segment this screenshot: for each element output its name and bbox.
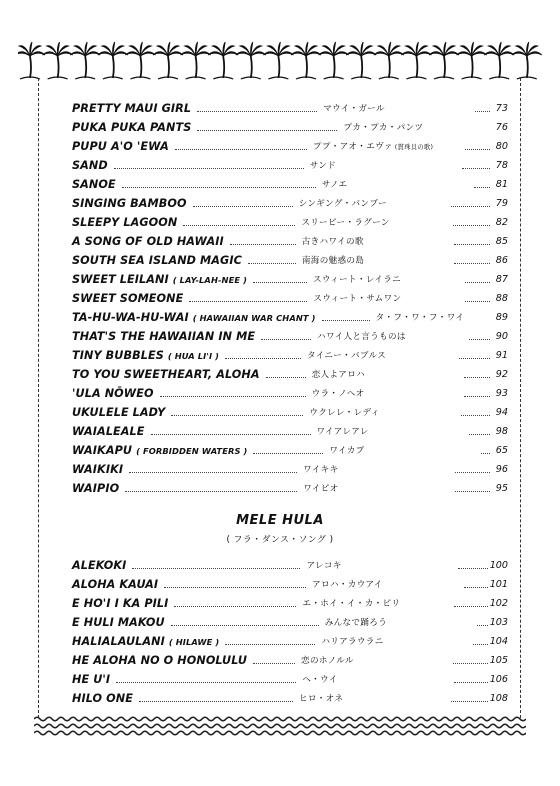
japanese-title-text: ププ・アオ・エヴァ xyxy=(312,142,393,152)
dot-leader xyxy=(464,396,490,397)
palm-tree-icon xyxy=(374,42,404,79)
palm-tree-icon xyxy=(429,42,459,79)
right-border-line xyxy=(520,78,521,718)
page-number: 92 xyxy=(495,369,508,380)
song-title xyxy=(72,330,255,343)
toc-row xyxy=(72,191,508,210)
page-number: 108 xyxy=(489,693,508,704)
toc-row xyxy=(72,115,508,134)
song-title xyxy=(72,654,247,667)
page-number: 90 xyxy=(495,331,508,342)
song-title-text: HILO ONE xyxy=(72,692,133,705)
dot-leader xyxy=(248,263,296,264)
dot-leader xyxy=(253,453,323,454)
page-number: 105 xyxy=(489,655,508,666)
toc-row xyxy=(72,591,508,610)
japanese-title xyxy=(303,482,455,495)
japanese-title-text: 南海の魅惑の島 xyxy=(301,256,365,266)
japanese-title-text: ワイカプ xyxy=(329,446,365,456)
japanese-title-text: スウィート・レイラニ xyxy=(313,275,401,285)
song-title-text: ALOHA KAUAI xyxy=(72,578,159,591)
song-title-text: THAT'S THE HAWAIIAN IN ME xyxy=(72,330,256,343)
palm-tree-icon xyxy=(291,42,321,79)
japanese-title-text: 恋のホノルル xyxy=(301,656,354,666)
japanese-title xyxy=(299,692,451,705)
palm-tree-icon xyxy=(70,42,100,79)
page-number: 102 xyxy=(489,598,508,609)
palm-tree-icon xyxy=(181,42,211,79)
dot-leader xyxy=(116,682,296,683)
dot-leader xyxy=(171,415,303,416)
song-title-text: SOUTH SEA ISLAND MAGIC xyxy=(72,254,242,267)
japanese-title xyxy=(301,654,453,667)
toc-row xyxy=(72,553,508,572)
japanese-title xyxy=(312,578,464,591)
palm-tree-icon xyxy=(208,42,238,79)
song-title-text: A SONG OF OLD HAWAII xyxy=(72,235,224,248)
japanese-title xyxy=(313,140,465,153)
section-title: MELE HULA xyxy=(236,513,324,528)
dot-leader xyxy=(175,149,307,150)
toc-row xyxy=(72,286,508,305)
japanese-title xyxy=(309,406,461,419)
palm-tree-icon xyxy=(18,42,45,79)
palm-tree-icon xyxy=(236,42,266,79)
song-title-text: ALEKOKI xyxy=(72,559,127,572)
song-title-text: SANOE xyxy=(72,178,116,191)
toc-row xyxy=(72,438,508,457)
japanese-title xyxy=(313,273,465,286)
song-list-main xyxy=(72,96,508,495)
japanese-title xyxy=(303,463,455,476)
japanese-title-note: (貫珠貝の歌) xyxy=(394,144,434,151)
song-title-text: SINGING BAMBOO xyxy=(72,197,187,210)
dot-leader xyxy=(230,244,296,245)
japanese-title xyxy=(307,349,459,362)
japanese-title xyxy=(376,311,490,324)
page-number: 86 xyxy=(495,255,508,266)
song-title-text: TA-HU-WA-HU-WAI xyxy=(72,311,189,324)
song-title-subtitle: ( HAWAIIAN WAR CHANT ) xyxy=(192,313,316,323)
dot-leader xyxy=(462,168,490,169)
toc-row xyxy=(72,267,508,286)
toc-row xyxy=(72,667,508,686)
song-title-text: SWEET SOMEONE xyxy=(72,292,184,305)
song-title xyxy=(72,197,187,210)
japanese-title xyxy=(325,616,477,629)
toc-row xyxy=(72,629,508,648)
song-title xyxy=(72,387,154,400)
japanese-title-text: スウィート・サムワン xyxy=(313,294,402,304)
page-number: 65 xyxy=(495,445,508,456)
song-title-text: HALIALAULANI xyxy=(72,635,165,648)
japanese-title-text: みんなで踊ろう xyxy=(324,618,387,628)
palm-tree-icon xyxy=(98,42,128,79)
song-title-text: SLEEPY LAGOON xyxy=(72,216,178,229)
page-number: 96 xyxy=(495,464,508,475)
page-number: 93 xyxy=(495,388,508,399)
song-title xyxy=(72,235,224,248)
page-number: 98 xyxy=(495,426,508,437)
japanese-title xyxy=(310,159,462,172)
song-title xyxy=(72,273,247,286)
dot-leader xyxy=(322,320,370,321)
palm-tree-border xyxy=(18,38,542,82)
left-border-line xyxy=(38,78,39,718)
page-number: 94 xyxy=(495,407,508,418)
dot-leader xyxy=(477,625,488,626)
page-number: 80 xyxy=(495,141,508,152)
song-title-text: WAIKIKI xyxy=(72,463,124,476)
dot-leader xyxy=(474,187,490,188)
dot-leader xyxy=(171,625,319,626)
japanese-title-text: エ・ホイ・イ・カ・ピリ xyxy=(302,599,401,609)
japanese-title-text: ヒロ・オネ xyxy=(298,694,344,704)
japanese-title-text: 古きハワイの歌 xyxy=(301,237,364,247)
dot-leader xyxy=(451,701,488,702)
dot-leader xyxy=(189,301,307,302)
dot-leader xyxy=(459,358,490,359)
japanese-title-text: スリーピー・ラグーン xyxy=(301,218,390,228)
japanese-title xyxy=(321,635,473,648)
dot-leader xyxy=(469,339,490,340)
japanese-title xyxy=(312,387,464,400)
dot-leader xyxy=(174,606,296,607)
song-title-text: E HULI MAKOU xyxy=(72,616,165,629)
toc-row xyxy=(72,572,508,591)
japanese-title xyxy=(306,559,458,572)
toc-row xyxy=(72,686,508,705)
song-title-text: HE U'I xyxy=(72,673,111,686)
song-list-mele-hula xyxy=(72,553,508,705)
japanese-title-text: 恋人よアロハ xyxy=(311,370,365,380)
song-title-text: TO YOU SWEETHEART, ALOHA xyxy=(72,368,260,381)
toc-row xyxy=(72,610,508,629)
dot-leader xyxy=(454,244,490,245)
japanese-title-text: サノエ xyxy=(321,180,348,190)
page-number: 101 xyxy=(489,579,508,590)
page-number: 88 xyxy=(495,293,508,304)
song-title xyxy=(72,140,169,153)
dot-leader xyxy=(464,377,490,378)
dot-leader xyxy=(253,663,295,664)
dot-leader xyxy=(464,587,488,588)
toc-row xyxy=(72,305,508,324)
song-title xyxy=(72,673,110,686)
song-title xyxy=(72,216,177,229)
song-title xyxy=(72,368,260,381)
japanese-title xyxy=(302,235,454,248)
song-title xyxy=(72,597,168,610)
song-title-text: SAND xyxy=(72,159,108,172)
dot-leader xyxy=(455,472,490,473)
song-title-subtitle: ( HILAWE ) xyxy=(168,637,220,647)
page-number: 78 xyxy=(495,160,508,171)
song-title xyxy=(72,635,219,648)
song-title-text: PRETTY MAUI GIRL xyxy=(72,102,192,115)
japanese-title xyxy=(313,292,465,305)
dot-leader xyxy=(160,396,306,397)
dot-leader xyxy=(225,644,315,645)
page-number: 100 xyxy=(489,560,508,571)
toc-row xyxy=(72,419,508,438)
dot-leader xyxy=(139,701,293,702)
page-number: 106 xyxy=(489,674,508,685)
song-title-text: WAIALEALE xyxy=(72,425,145,438)
japanese-title-text: プカ・プカ・パンツ xyxy=(343,123,424,133)
song-title xyxy=(72,102,191,115)
japanese-title-text: シンギング・バンブー xyxy=(298,199,387,209)
page-number: 76 xyxy=(495,122,508,133)
song-title-text: WAIKAPU xyxy=(72,444,133,457)
palm-tree-icon xyxy=(484,42,514,79)
japanese-title-text: サンド xyxy=(309,161,337,171)
dot-leader xyxy=(455,491,490,492)
japanese-title xyxy=(299,197,451,210)
japanese-title-text: タ・フ・ワ・フ・ワイ xyxy=(375,313,465,323)
palm-tree-icon xyxy=(319,42,349,79)
song-title xyxy=(72,406,165,419)
toc-row xyxy=(72,134,508,153)
toc-row xyxy=(72,324,508,343)
song-title xyxy=(72,463,123,476)
song-title xyxy=(72,121,191,134)
toc-row xyxy=(72,248,508,267)
japanese-title xyxy=(302,597,454,610)
page-number: 104 xyxy=(489,636,508,647)
dot-leader xyxy=(122,187,316,188)
dot-leader xyxy=(125,491,297,492)
dot-leader xyxy=(454,682,488,683)
song-title-subtitle: ( FORBIDDEN WATERS ) xyxy=(136,446,248,456)
song-title-text: 'ULA NŌWEO xyxy=(72,387,154,400)
japanese-title-text: アレコキ xyxy=(306,561,342,571)
toc-row xyxy=(72,96,508,115)
dot-leader xyxy=(475,111,490,112)
song-title-text: WAIPIO xyxy=(72,482,120,495)
section-subtitle: ( フラ・ダンス・ソング ) xyxy=(226,535,334,545)
palm-tree-icon xyxy=(43,42,73,79)
japanese-title-text: ハリアラウラニ xyxy=(321,637,384,647)
page-number: 81 xyxy=(495,179,508,190)
toc-row xyxy=(72,362,508,381)
song-title-text: E HO'I I KA PILI xyxy=(72,597,169,610)
japanese-title xyxy=(329,444,481,457)
page-number: 85 xyxy=(495,236,508,247)
palm-tree-icon xyxy=(512,42,542,79)
palm-tree-icon xyxy=(263,42,293,79)
page-number: 103 xyxy=(489,617,508,628)
dot-leader xyxy=(261,339,311,340)
song-title xyxy=(72,311,316,324)
toc-row xyxy=(72,476,508,495)
toc-row xyxy=(72,400,508,419)
dot-leader xyxy=(266,377,306,378)
palm-tree-icon xyxy=(457,42,487,79)
page-number: 79 xyxy=(495,198,508,209)
toc-row xyxy=(72,381,508,400)
japanese-title xyxy=(302,673,454,686)
song-title-text: UKULELE LADY xyxy=(72,406,166,419)
song-title xyxy=(72,482,119,495)
japanese-title-text: ワイキキ xyxy=(303,465,339,475)
dot-leader xyxy=(469,434,490,435)
song-title xyxy=(72,692,133,705)
japanese-title xyxy=(322,178,474,191)
song-title-text: TINY BUBBLES xyxy=(72,349,164,362)
toc-row xyxy=(72,648,508,667)
dot-leader xyxy=(183,225,295,226)
japanese-title xyxy=(312,368,464,381)
dot-leader xyxy=(461,415,490,416)
dot-leader xyxy=(453,225,490,226)
page-number: 82 xyxy=(495,217,508,228)
palm-tree-icon xyxy=(346,42,376,79)
song-title-subtitle: ( HUA LI'I ) xyxy=(167,351,220,361)
dot-leader xyxy=(453,663,488,664)
dot-leader xyxy=(151,434,311,435)
japanese-title xyxy=(317,330,469,343)
page-number: 95 xyxy=(495,483,508,494)
dot-leader xyxy=(225,358,301,359)
toc-row xyxy=(72,172,508,191)
palm-tree-icon xyxy=(153,42,183,79)
dot-leader xyxy=(481,453,490,454)
japanese-title-text: ワイピオ xyxy=(303,484,339,494)
japanese-title xyxy=(317,425,469,438)
song-title-text: HE ALOHA NO O HONOLULU xyxy=(72,654,248,667)
song-title xyxy=(72,349,219,362)
japanese-title-text: ウラ・ノヘオ xyxy=(311,389,365,399)
japanese-title-text: アロハ・カウアイ xyxy=(312,580,383,590)
dot-leader xyxy=(197,111,317,112)
japanese-title-text: タイニー・バブルス xyxy=(307,351,386,361)
japanese-title-text: ハワイ人と言うものは xyxy=(317,332,406,342)
dot-leader xyxy=(458,568,487,569)
song-title-subtitle: ( LAY-LAH-NEE ) xyxy=(172,275,247,285)
song-title xyxy=(72,444,247,457)
dot-leader xyxy=(451,206,490,207)
dot-leader xyxy=(253,282,307,283)
song-title xyxy=(72,254,242,267)
song-title xyxy=(72,292,183,305)
dot-leader xyxy=(193,206,293,207)
dot-leader xyxy=(465,282,490,283)
dot-leader xyxy=(114,168,304,169)
dot-leader xyxy=(129,472,297,473)
page-number: 91 xyxy=(495,350,508,361)
toc-row xyxy=(72,229,508,248)
song-title xyxy=(72,159,108,172)
wave-border xyxy=(34,714,526,738)
dot-leader xyxy=(132,568,300,569)
japanese-title xyxy=(323,102,475,115)
page-number: 87 xyxy=(495,274,508,285)
dot-leader xyxy=(454,263,490,264)
song-title xyxy=(72,578,158,591)
song-title xyxy=(72,616,165,629)
dot-leader xyxy=(454,606,487,607)
dot-leader xyxy=(164,587,306,588)
page-number: 89 xyxy=(495,312,508,323)
song-title-text: PUKA PUKA PANTS xyxy=(72,121,192,134)
japanese-title xyxy=(302,254,454,267)
dot-leader xyxy=(473,644,487,645)
page-number: 73 xyxy=(495,103,508,114)
palm-tree-icon xyxy=(401,42,431,79)
dot-leader xyxy=(465,301,490,302)
japanese-title-text: ワイアレアレ xyxy=(316,427,369,437)
japanese-title xyxy=(343,121,490,134)
japanese-title xyxy=(301,216,453,229)
song-title xyxy=(72,425,145,438)
toc-row xyxy=(72,457,508,476)
japanese-title-text: ヘ・ウイ xyxy=(302,675,338,685)
song-title-text: SWEET LEILANI xyxy=(72,273,169,286)
toc-row xyxy=(72,153,508,172)
song-title xyxy=(72,559,126,572)
palm-tree-icon xyxy=(125,42,155,79)
dot-leader xyxy=(465,149,490,150)
song-title xyxy=(72,178,116,191)
toc-row xyxy=(72,343,508,362)
dot-leader xyxy=(197,130,337,131)
toc-row xyxy=(72,210,508,229)
japanese-title-text: マウイ・ガール xyxy=(323,104,385,114)
japanese-title-text: ウクレレ・レディ xyxy=(309,408,380,418)
song-title-text: PUPU A'O 'EWA xyxy=(72,140,169,153)
